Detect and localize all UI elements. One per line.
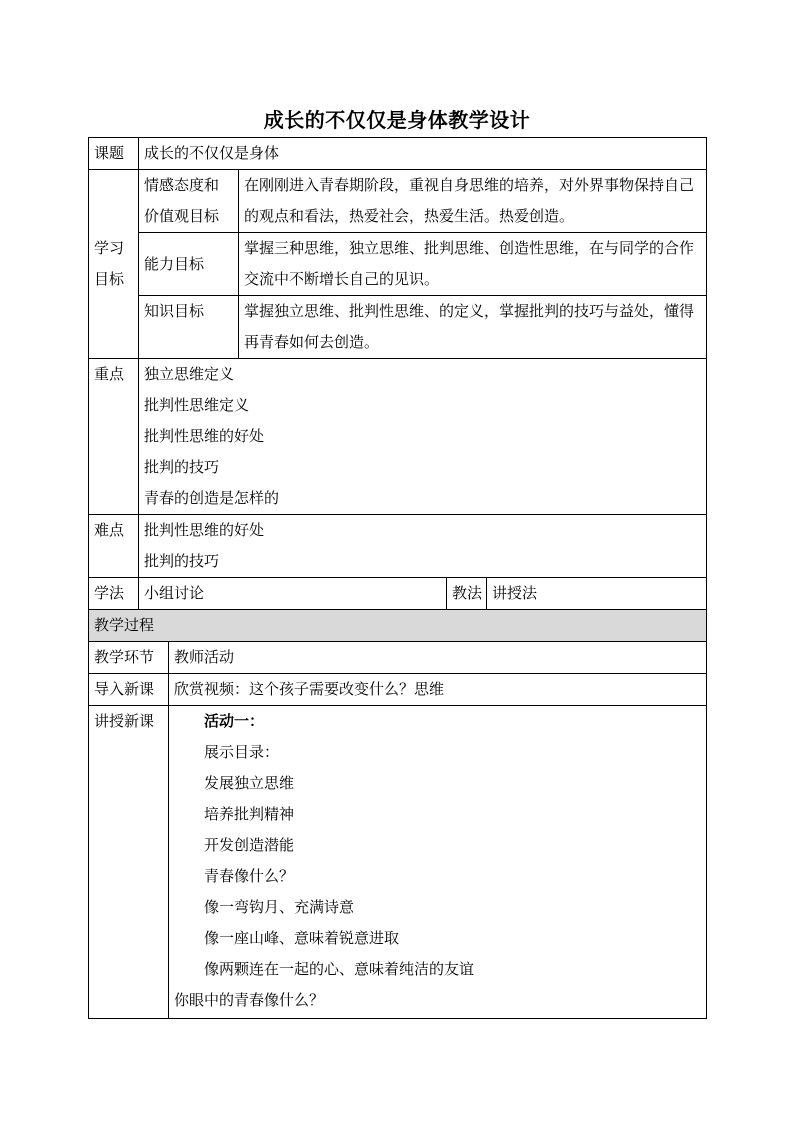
list-item: 批判性思维的好处	[144, 427, 265, 445]
study-method-value: 小组讨论	[139, 578, 447, 610]
methods-row	[89, 578, 707, 610]
teach-method-label: 教法	[447, 578, 487, 610]
list-item: 批判性思维定义	[144, 396, 250, 414]
process-col-stage: 教学环节	[89, 642, 169, 674]
intro-row	[89, 674, 707, 706]
new-lesson-label: 讲授新课	[89, 706, 169, 1019]
lesson-plan-table	[88, 137, 707, 1019]
list-item: 青春的创造是怎样的	[144, 489, 280, 507]
topic-row	[89, 138, 707, 170]
key-points-list	[139, 359, 707, 515]
list-item: 批判的技巧	[144, 552, 220, 570]
difficulties-list	[139, 515, 707, 578]
intro-label: 导入新课	[89, 674, 169, 706]
list-item: 像两颗连在一起的心、意味着纯洁的友谊	[204, 960, 475, 978]
goal-text: 掌握三种思维，独立思维、批判思维、创造性思维，在与同学的合作交流中不断增长自己的见识。	[239, 233, 707, 296]
goal-text: 掌握独立思维、批判性思维、的定义，掌握批判的技巧与益处，懂得再青春如何去创造。	[239, 296, 707, 359]
goals-label-line2: 目标	[94, 270, 125, 288]
process-header-row	[89, 610, 707, 642]
difficulties-label: 难点	[89, 515, 139, 578]
list-item: 培养批判精神	[204, 805, 295, 823]
goal-text: 在刚刚进入青春期阶段，重视自身思维的培养，对外界事物保持自己的观点和看法，热爱社会，热爱生活。热爱创造。	[239, 170, 707, 233]
new-lesson-row	[89, 706, 707, 1019]
goal-row-ability	[89, 233, 707, 296]
list-item: 青春像什么？	[204, 867, 295, 885]
goal-name: 情感态度和价值观目标	[139, 170, 239, 233]
goals-label-line1: 学习	[94, 239, 125, 257]
topic-label: 课题	[89, 138, 139, 170]
topic-value: 成长的不仅仅是身体	[139, 138, 707, 170]
teach-method-value: 讲授法	[487, 578, 707, 610]
intro-text: 欣赏视频：这个孩子需要改变什么？思维	[169, 674, 707, 706]
list-item: 批判性思维的好处	[144, 521, 265, 539]
activity-title: 活动一：	[204, 712, 265, 730]
list-item: 独立思维定义	[144, 365, 235, 383]
goal-row-emotion	[89, 170, 707, 233]
goals-label	[89, 170, 139, 359]
list-item: 开发创造潜能	[204, 836, 295, 854]
list-item: 批判的技巧	[144, 458, 220, 476]
new-lesson-content	[169, 706, 707, 1019]
goal-name: 能力目标	[139, 233, 239, 296]
goal-name: 知识目标	[139, 296, 239, 359]
closing-question: 你眼中的青春像什么？	[174, 991, 325, 1009]
difficulties-row	[89, 515, 707, 578]
study-method-label: 学法	[89, 578, 139, 610]
key-points-label: 重点	[89, 359, 139, 515]
process-header: 教学过程	[89, 610, 707, 642]
list-item: 展示目录：	[204, 743, 280, 761]
key-points-row	[89, 359, 707, 515]
list-item: 像一座山峰、意味着锐意进取	[204, 929, 400, 947]
goal-row-knowledge	[89, 296, 707, 359]
list-item: 像一弯钩月、充满诗意	[204, 898, 355, 916]
list-item: 发展独立思维	[204, 774, 295, 792]
process-columns-row	[89, 642, 707, 674]
process-col-teacher: 教师活动	[169, 642, 707, 674]
document-title: 成长的不仅仅是身体教学设计	[263, 108, 531, 132]
